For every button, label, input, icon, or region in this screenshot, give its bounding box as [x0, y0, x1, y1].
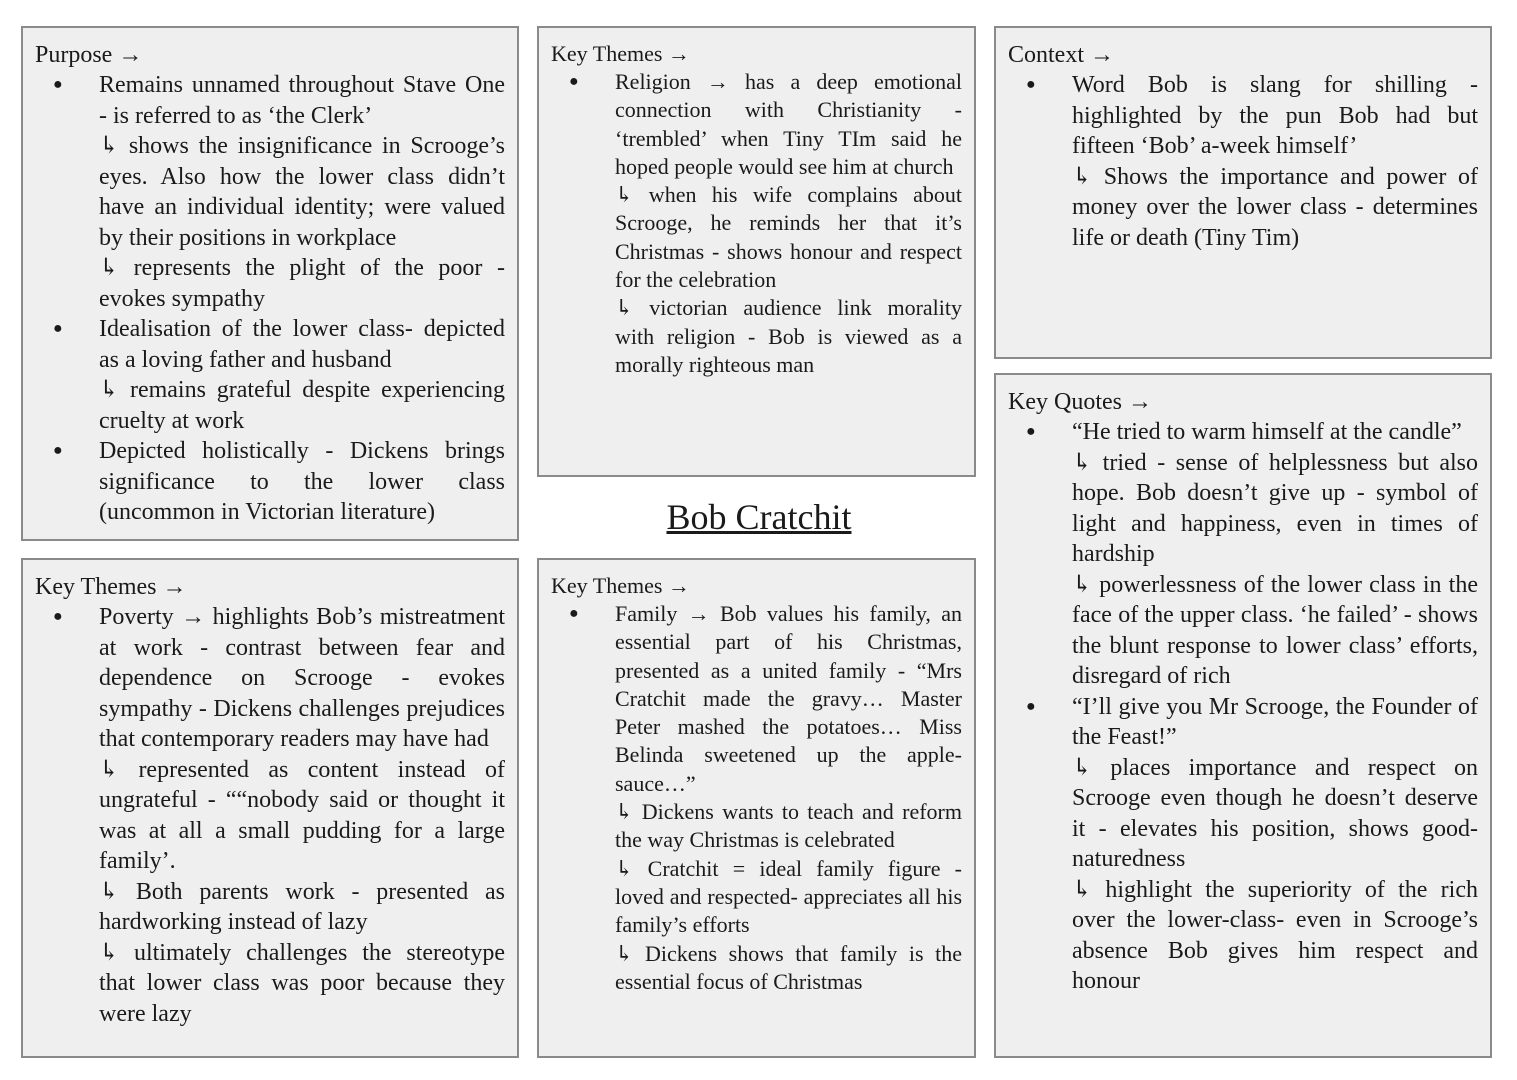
themes-poverty-card: [21, 558, 519, 1058]
sub-point: ↳ highlight the superiority of the rich over the lower-class- even in Scrooge’s absence Bob gives him respect and honour: [1072, 876, 1478, 994]
context-card: [994, 26, 1492, 359]
sub-point: ↳ victorian audience link morality with religion - Bob is viewed as a morally righteous man: [615, 295, 962, 377]
themes-family-list: [551, 600, 962, 996]
sub-point: ↳ when his wife complains about Scrooge, he reminds her that it’s Christmas - shows honour and respect for the celebration: [615, 182, 962, 293]
list-item: [1008, 70, 1478, 253]
page-title: Bob Cratchit: [666, 497, 852, 537]
sub-point: ↳ shows the insignificance in Scrooge’s eyes. Also how the lower class didn’t have an individual identity; were valued by their positions in workplace: [99, 133, 505, 251]
bullet-text: ● Word Bob is slang for shilling - highlighted by the pun Bob had but fifteen ‘Bob’ a-week himself’: [1072, 72, 1478, 159]
sub-point: ↳ Dickens shows that family is the essential focus of Christmas: [615, 940, 962, 994]
themes-poverty-heading: Key Themes →: [35, 574, 187, 600]
sub-point: ↳ powerlessness of the lower class in the face of the upper class. ‘he failed’ - shows the blunt response to lower class’ efforts, disregard of rich: [1072, 571, 1478, 689]
list-item: [35, 70, 505, 314]
quotes-heading: Key Quotes →: [1008, 389, 1152, 415]
list-item: [1008, 417, 1478, 692]
themes-poverty-list: [35, 602, 505, 1029]
sub-point: ↳ represented as content instead of ungrateful - ““nobody said or thought it was at all a small pudding for a large family’.: [99, 756, 505, 874]
list-item: [551, 68, 962, 379]
quotes-list: [1008, 417, 1478, 997]
bullet-text: ● Family → Bob values his family, an essential part of his Christmas, presented as a united family - “Mrs Cratchit made the gravy… Master Peter mashed the potatoes… Miss Belinda sweetened up the apple-sauce…”: [615, 601, 962, 796]
bullet-text: ● Poverty → highlights Bob’s mistreatment at work - contrast between fear and dependence on Scrooge - evokes sympathy - Dickens challenges prejudices that contemporary readers may have had: [99, 604, 505, 752]
purpose-heading: Purpose →: [35, 42, 143, 68]
sub-point: ↳ Cratchit = ideal family figure - loved and respected- appreciates all his family’s efforts: [615, 855, 962, 938]
sub-point: ↳ remains grateful despite experiencing cruelty at work: [99, 377, 505, 434]
list-item: [35, 602, 505, 1029]
sub-point: ↳ Both parents work - presented as hardworking instead of lazy: [99, 878, 505, 935]
list-item: [35, 314, 505, 436]
list-item: [35, 436, 505, 528]
context-list: [1008, 70, 1478, 253]
list-item: [1008, 692, 1478, 997]
bullet-text: ● Idealisation of the lower class- depicted as a loving father and husband: [99, 316, 505, 373]
bullet-text: ● “I’ll give you Mr Scrooge, the Founder of the Feast!”: [1072, 693, 1478, 750]
sub-point: ↳ tried - sense of helplessness but also hope. Bob doesn’t give up - symbol of light and happiness, even in times of hardship: [1072, 449, 1478, 567]
context-heading: Context →: [1008, 42, 1114, 68]
list-item: [551, 600, 962, 996]
bullet-text: ● Religion → has a deep emotional connection with Christianity - ‘trembled’ when Tiny TIm said he hoped people would see him at church: [615, 69, 962, 179]
themes-family-heading: Key Themes →: [551, 573, 690, 598]
quotes-card: [994, 373, 1492, 1058]
sub-point: ↳ represents the plight of the poor - evokes sympathy: [99, 255, 505, 312]
sub-point: ↳ Shows the importance and power of money over the lower class - determines life or death (Tiny Tim): [1072, 163, 1478, 251]
themes-religion-heading: Key Themes →: [551, 41, 690, 66]
themes-religion-list: [551, 68, 962, 379]
purpose-list: [35, 70, 505, 528]
bullet-text: ● “He tried to warm himself at the candle”: [1072, 419, 1462, 445]
themes-family-card: [537, 558, 976, 1058]
sub-point: ↳ ultimately challenges the stereotype that lower class was poor because they were lazy: [99, 939, 505, 1027]
sub-point: ↳ places importance and respect on Scrooge even though he doesn’t deserve it - elevates his position, shows good-naturedness: [1072, 754, 1478, 872]
bullet-text: ● Depicted holistically - Dickens brings significance to the lower class (uncommon in Victorian literature): [99, 438, 505, 525]
bullet-text: ● Remains unnamed throughout Stave One - is referred to as ‘the Clerk’: [99, 72, 505, 129]
themes-religion-card: [537, 26, 976, 477]
sub-point: ↳ Dickens wants to teach and reform the way Christmas is celebrated: [615, 799, 962, 853]
purpose-card: [21, 26, 519, 541]
